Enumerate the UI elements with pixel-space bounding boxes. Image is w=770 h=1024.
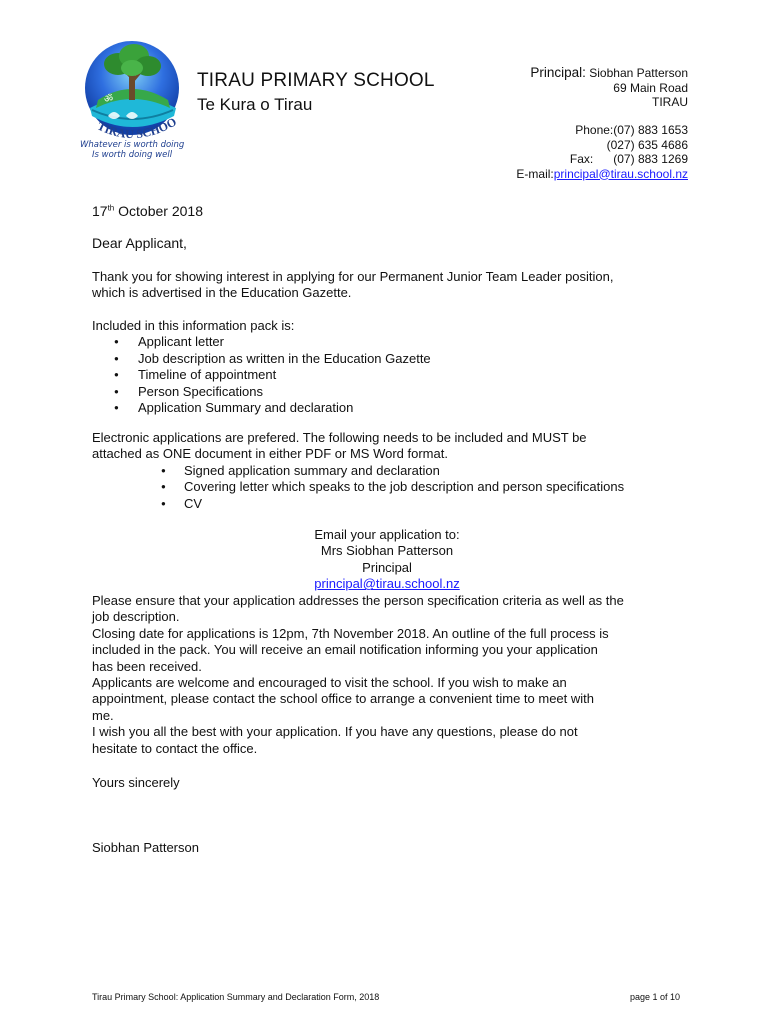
fax-value: (07) 883 1269: [613, 152, 688, 166]
list-item: ● Application Summary and declaration: [92, 400, 682, 416]
closing-date-line: included in the pack. You will receive an email notification informing you your application: [92, 642, 598, 658]
list-item: ● Covering letter which speaks to the job description and person specifications: [92, 479, 682, 495]
fax-line: [516, 152, 688, 167]
visit-line: Applicants are welcome and encouraged to visit the school. If you wish to make an: [92, 675, 567, 691]
principal-name: Siobhan Patterson: [589, 66, 688, 80]
list-item: ● Person Specifications: [92, 384, 682, 400]
phone-label: Phone:: [575, 123, 614, 137]
logo-motto-line2: Is worth doing well: [92, 150, 173, 160]
contact-numbers: [516, 123, 688, 181]
email-link[interactable]: principal@tirau.school.nz: [553, 166, 688, 181]
email-label: E-mail:: [516, 166, 554, 181]
logo-motto-line1: Whatever is worth doing: [80, 140, 185, 150]
date-day: 17: [92, 203, 108, 219]
pack-list: [92, 334, 682, 416]
salutation: Dear Applicant,: [92, 235, 187, 251]
school-logo-graphic: [78, 38, 190, 162]
email-to-block: [92, 527, 682, 593]
wish-line: I wish you all the best with your application. If you have any questions, please do not: [92, 724, 578, 740]
pack-heading: Included in this information pack is:: [92, 318, 295, 333]
visit-line: appointment, please contact the school office to arrange a convenient time to meet with: [92, 691, 595, 707]
school-name: TIRAU PRIMARY SCHOOL: [197, 70, 435, 91]
intro-line2: which is advertised in the Education Gazette.: [92, 285, 352, 301]
date-suffix: th: [107, 203, 115, 213]
visit-line: me.: [92, 707, 114, 723]
list-item: ● Timeline of appointment: [92, 367, 682, 383]
svg-text:ॐ: ॐ: [104, 94, 114, 105]
pack-section: [92, 318, 682, 416]
closing-date-line: has been received.: [92, 658, 202, 674]
date-rest: October 2018: [118, 203, 203, 219]
intro-paragraph: [92, 269, 682, 302]
footer-text: Tirau Primary School: Application Summary and Declaration Form, 2018: [92, 992, 380, 1002]
mobile-value: (027) 635 4686: [606, 137, 688, 152]
list-item: ● Applicant letter: [92, 334, 682, 350]
closing: Yours sincerely: [92, 775, 180, 790]
address-line2: TIRAU: [652, 95, 688, 109]
school-subtitle: Te Kura o Tirau: [197, 95, 313, 114]
school-logo: [78, 38, 190, 162]
list-item: ● Signed application summary and declaration: [92, 463, 682, 479]
address-line1: 69 Main Road: [613, 80, 688, 95]
list-item: ● Job description as written in the Education Gazette: [92, 351, 682, 367]
ensure-line: job description.: [92, 609, 180, 625]
required-list: [92, 463, 682, 512]
email-line: [516, 167, 688, 182]
wish-line: hesitate to contact the office.: [92, 740, 258, 756]
email-to-heading: Email your application to:: [314, 527, 460, 542]
principal-label: Principal:: [530, 65, 586, 80]
intro-line1: Thank you for showing interest in applying for our Permanent Junior Team Leader position,: [92, 269, 614, 284]
phone-value: (07) 883 1653: [613, 123, 688, 137]
letter-date: [92, 203, 203, 219]
email-to-name: Mrs Siobhan Patterson: [320, 543, 454, 559]
principal-line: [530, 66, 688, 81]
contact-block: [530, 66, 688, 110]
ensure-line: Please ensure that your application addresses the person specification criteria as well as the: [92, 593, 624, 608]
email-to-link[interactable]: principal@tirau.school.nz: [314, 576, 460, 592]
fax-label: Fax:: [569, 152, 594, 166]
list-item: ● CV: [92, 496, 682, 512]
closing-paragraphs: [92, 593, 682, 757]
logo-arc-text: TIRAU SCHOO: [95, 114, 179, 142]
closing-date-line: Closing date for applications is 12pm, 7th November 2018. An outline of the full process is: [92, 625, 609, 641]
email-to-title: Principal: [362, 559, 412, 575]
signature: Siobhan Patterson: [92, 840, 199, 855]
electronic-section: [92, 430, 682, 512]
electronic-line2: attached as ONE document in either PDF or MS Word format.: [92, 446, 448, 462]
page-number: page 1 of 10: [629, 992, 680, 1002]
electronic-line1: Electronic applications are prefered. The following needs to be included and MUST be: [92, 430, 587, 445]
phone-line: [516, 123, 688, 138]
